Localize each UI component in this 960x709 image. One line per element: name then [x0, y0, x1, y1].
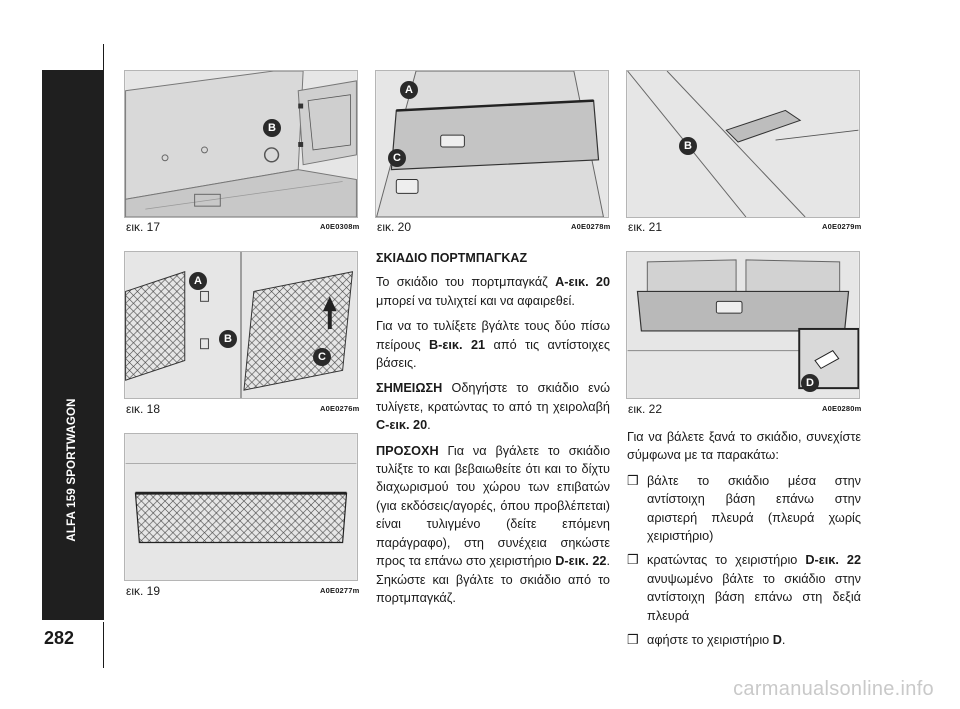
- figure-18-code: A0E0276m: [320, 404, 360, 413]
- figure-17: [124, 70, 358, 218]
- figure-22-drawing: [627, 252, 859, 398]
- figure-22-caption: εικ. 22: [628, 402, 663, 416]
- figure-18: [124, 251, 358, 399]
- watermark: carmanualsonline.info: [733, 678, 934, 700]
- bullet-item-1: ❒ βάλτε το σκιάδιο μέσα στην αντίστοιχη βάση επάνω στην αριστερή πλευρά (πλευρά χωρίς χειριστήριο): [627, 472, 861, 544]
- figure-20-label-a: A: [400, 81, 418, 99]
- section-heading: ΣΚΙΑΔΙΟ ΠΟΡΤΜΠΑΓΚΑΖ: [376, 251, 528, 265]
- figure-18-label-b: B: [219, 330, 237, 348]
- paragraph-warning: ΠΡΟΣΟΧΗ Για να βγάλετε το σκιάδιο τυλίξτε το και βεβαιωθείτε ότι και το δίχτυ διαχωρισμού του χώρου των επιβατών (για εκδόσεις/αγορές, όπου προβλέπεται) είναι τυλιγμένο (δείτε επόμενη παράγραφο), στη συνέχεια σηκώστε προς τα επάνω στο χειριστήριο D-εικ. 22. Σηκώστε και βγάλτε το σκιάδιο από το πορτμπαγκάζ.: [376, 443, 610, 605]
- figure-17-code: A0E0308m: [320, 222, 360, 231]
- figure-21-drawing: [627, 71, 859, 217]
- bullet-box-icon: ❒: [627, 632, 639, 648]
- sidebar-brand: ALFA 159 SPORTWAGON: [66, 398, 78, 542]
- figure-18-label-a: A: [189, 272, 207, 290]
- middle-column: [376, 249, 610, 614]
- bullet-box-icon: ❒: [627, 472, 639, 488]
- page-number: 282: [44, 628, 75, 648]
- corner-mark-bottom: [103, 622, 104, 668]
- right-column: [627, 428, 861, 655]
- figure-19-code: A0E0277m: [320, 586, 360, 595]
- bullet-item-2: ❒ κρατώντας το χειριστήριο D-εικ. 22 ανυψωμένο βάλτε το σκιάδιο στην αντίστοιχη βάση επάνω στη δεξιά πλευρά: [627, 552, 861, 623]
- figure-22-label-d: D: [801, 374, 819, 392]
- right-intro: Για να βάλετε ξανά το σκιάδιο, συνεχίστε σύμφωνα με τα παρακάτω:: [627, 430, 861, 463]
- paragraph-1: Το σκιάδιο του πορτμπαγκάζ A-εικ. 20 μπορεί να τυλιχτεί και να αφαιρεθεί.: [376, 275, 611, 308]
- figure-20-caption: εικ. 20: [377, 220, 412, 234]
- figure-22: [626, 251, 860, 399]
- figure-19-drawing: [125, 434, 357, 580]
- bullet-item-3: ❒ αφήστε το χειριστήριο D.: [627, 632, 786, 648]
- figure-17-caption: εικ. 17: [126, 220, 161, 234]
- figure-19: [124, 433, 358, 581]
- figure-21-code: A0E0279m: [822, 222, 862, 231]
- figure-17-label-b: B: [263, 119, 281, 137]
- figure-22-code: A0E0280m: [822, 404, 862, 413]
- bullet-box-icon: ❒: [627, 552, 639, 568]
- figure-21-caption: εικ. 21: [628, 220, 663, 234]
- figure-21-label-b: B: [679, 137, 697, 155]
- figure-20-code: A0E0278m: [571, 222, 611, 231]
- paragraph-note: ΣΗΜΕΙΩΣΗ Οδηγήστε το σκιάδιο ενώ τυλίγετε, κρατώντας το από τη χειρολαβή C-εικ. 20.: [376, 381, 610, 433]
- figure-19-caption: εικ. 19: [126, 584, 161, 598]
- figure-18-drawing: [125, 252, 357, 398]
- paragraph-2: Για να το τυλίξετε βγάλτε τους δύο πίσω πείρους B-εικ. 21 από τις αντίστοιχες βάσεις.: [376, 319, 610, 371]
- figure-21: [626, 70, 860, 218]
- figure-18-caption: εικ. 18: [126, 402, 161, 416]
- figure-20-label-c: C: [388, 149, 406, 167]
- figure-18-label-c: C: [313, 348, 331, 366]
- figure-17-drawing: [125, 71, 357, 217]
- figure-20: [375, 70, 609, 218]
